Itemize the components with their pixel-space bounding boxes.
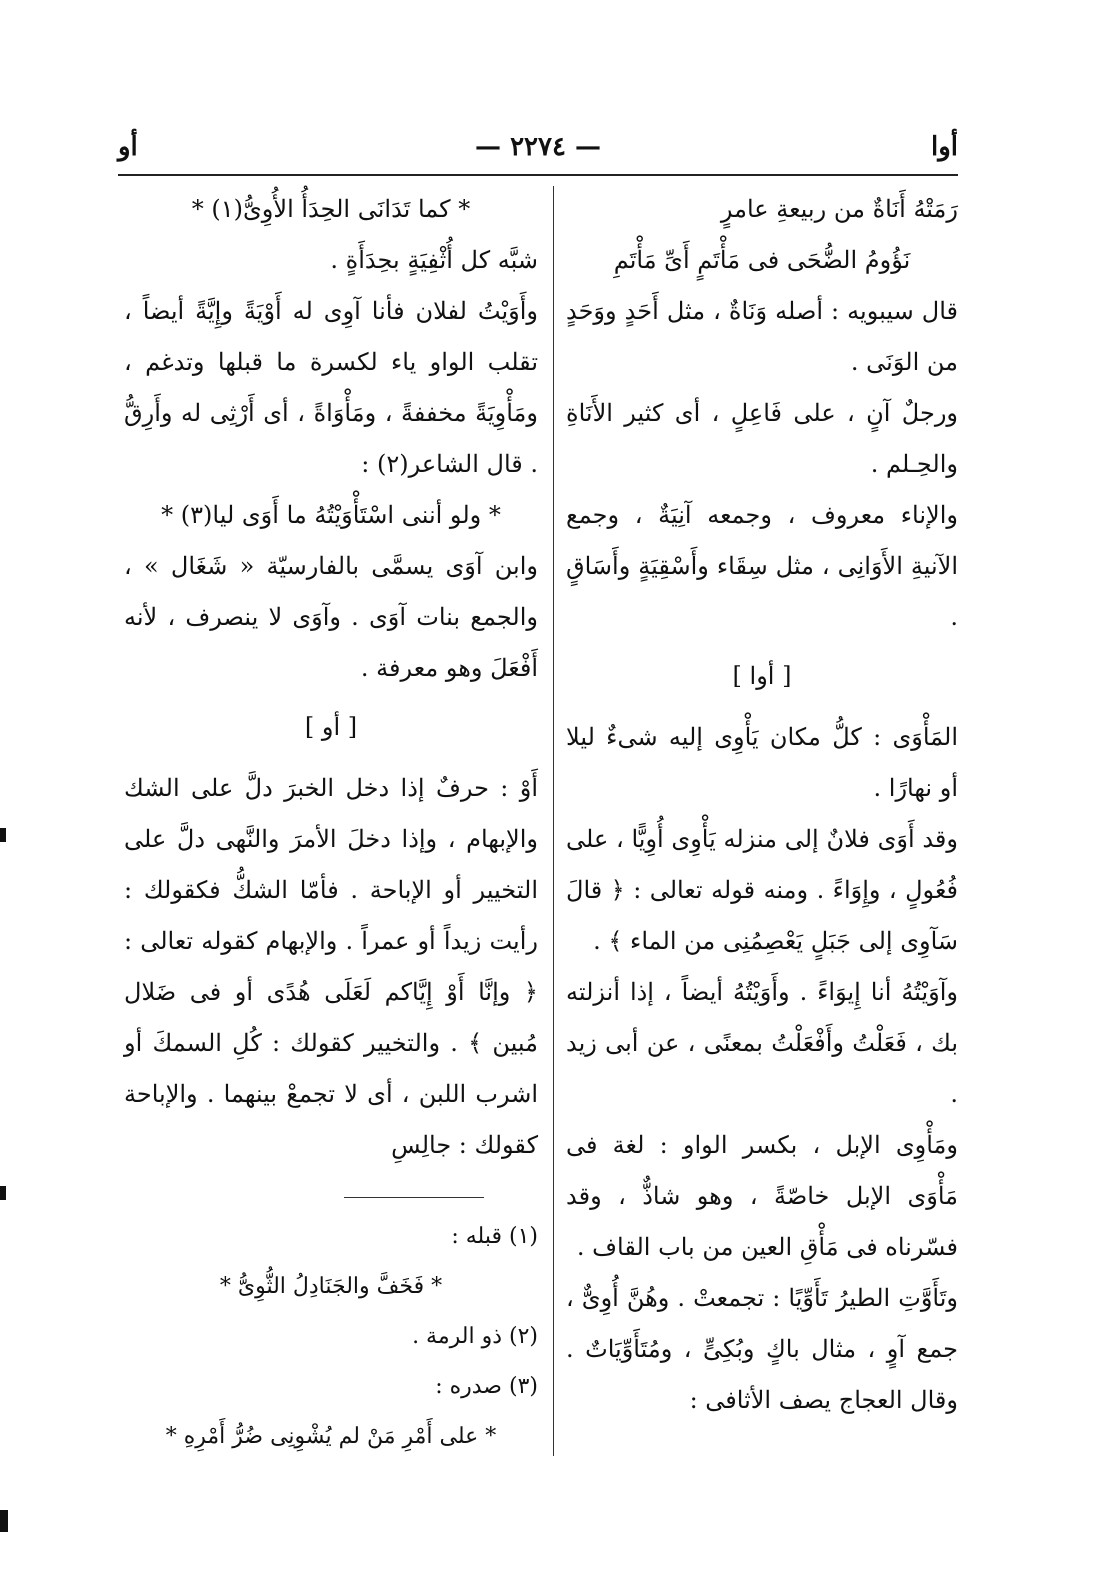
footnote: (١) قبله : (451, 1224, 538, 1249)
entry-heading: [ أو ] (304, 713, 358, 741)
footnote-separator (344, 1197, 484, 1198)
page-edge-mark (0, 828, 6, 842)
footnote: (٣) صدره : (435, 1374, 538, 1399)
column-divider (553, 186, 554, 1456)
paragraph: وآوَيْتُهُ أنا إِيوَاءً . وأَوَيْتُهُ أيضاً ، إذا أنزلته بك ، فَعَلْتُ وأَفْعَلْتُ بمعنًى ، عن أبى زيد . (566, 978, 958, 1108)
footnote-verse: * فَخَفَّ والجَنَادِلُ الثُّوِىُّ * (219, 1274, 443, 1299)
paragraph: ورجلٌ آنٍ ، على فَاعِلٍ ، أى كثير الأَنَاةِ والحِـلم . (566, 399, 958, 478)
verse-line: رَمَتْهُ أَنَاةٌ من ربيعةِ عامرٍ (720, 195, 958, 223)
paragraph: وقد أَوَى فلانٌ إلى منزله يَأْوِى أُوِيًّا ، على فُعُولٍ ، وإِوَاءً . ومنه قوله تعالى : ﴿ قالَ سَآوِى إلى جَبَلٍ يَعْصِمُنِى من الماء ﴾ . (566, 825, 958, 955)
page-edge-mark (0, 1510, 8, 1532)
footnote: (٢) ذو الرمة . (412, 1324, 538, 1349)
paragraph: وابن آوَى يسمَّى بالفارسيّة « شَغَال » ، والجمع بنات آوَى . وآوَى لا ينصرف ، لأنه أَفْعَلَ وهو معرفة . (124, 552, 538, 682)
entry-heading: [ أوا ] (732, 662, 792, 690)
footnote-verse: * على أَمْرِ مَنْ لم يُشْوِنِى ضُرُّ أَمْرِهِ * (165, 1424, 497, 1449)
paragraph: شبَّه كل أُثْفِيَةٍ بحِدَأَةٍ . (330, 246, 538, 274)
verse-line: نَؤُومُ الضُّحَى فى مَأْتَمٍ أَىِّ مَأْتَمِ (613, 246, 911, 274)
header-root-left: أو (118, 132, 138, 162)
paragraph: ومَأْوِى الإبل ، بكسر الواو : لغة فى مَأْوَى الإبل خاصّةً ، وهو شاذٌّ ، وقد فسّرناه فى مَأْقِ العين من باب القاف . (566, 1131, 958, 1261)
header-rule (118, 174, 958, 176)
paragraph: قال سيبويه : أصله وَنَاةٌ ، مثل أَحَدٍ ووَحَدٍ من الوَنَى . (566, 297, 958, 376)
paragraph: والإناء معروف ، وجمعه آنِيَةٌ ، وجمع الآنيةِ الأَوَانِى ، مثل سِقَاء وأَسْقِيَةٍ وأَسَاقٍ . (566, 501, 958, 631)
paragraph: وتَأَوَّتِ الطيرُ تَأَوِّيًا : تجمعتْ . وهُنَّ أُوِىٌّ ، جمع آوٍ ، مثال باكٍ وبُكِىٍّ ، ومُتَأَوِّيَاتٌ . وقال العجاج يصف الأثافى : (566, 1284, 958, 1414)
paragraph: وأَوَيْتُ لفلان فأنا آوِى له أَوْيَةً وإِيَّةً أيضاً ، تقلب الواو ياء لكسرة ما قبلها وتدغم ، ومَأْوِيَةً مخففةً ، ومَأْوَاةً ، أى أَرْثِى له وأَرِقُّ . قال الشاعر(٢) : (124, 297, 539, 478)
paragraph: المَأْوَى : كلُّ مكان يَأْوِى إليه شىءٌ ليلا أو نهارًا . (566, 723, 958, 802)
left-column (124, 184, 538, 1462)
paragraph: أَوْ : حرفٌ إذا دخل الخبرَ دلَّ على الشك والإبهام ، وإذا دخلَ الأمرَ والنَّهى دلَّ على التخيير أو الإباحة . فأمّا الشكُّ فكقولك : رأيت زيداً أو عمراً . والإبهام كقوله تعالى : ﴿ وإنَّا أَوْ إِيَّاكم لَعَلَى هُدًى أو فى ضَلال مُبين ﴾ . والتخيير كقولك : كُلِ السمكَ أو اشرب اللبن ، أى لا تجمعْ بينهما . والإباحة كقولك : جالِسِ (124, 774, 538, 1159)
verse-line: * كما تَدَانَى الحِدَأُ الأُوِىُّ(١) * (191, 195, 471, 223)
page-header (118, 128, 958, 174)
page-number: — ٢٢٧٤ — (475, 132, 601, 162)
page-edge-mark (0, 1186, 6, 1200)
header-root-right: أوا (930, 132, 958, 162)
right-column (566, 184, 958, 1426)
verse-line: * ولو أننى اسْتَأْوَيْتُهُ ما أَوَى ليا(٣) * (161, 501, 501, 529)
